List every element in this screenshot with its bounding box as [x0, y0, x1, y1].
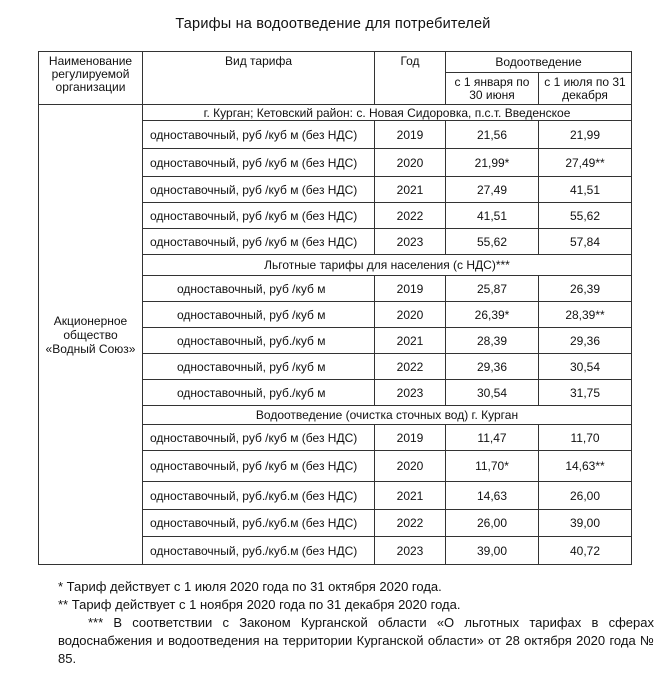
footnote-1: * Тариф действует с 1 июля 2020 года по 31 октября 2020 года.	[58, 579, 442, 594]
row-vid: одноставочный, руб./куб м	[143, 380, 375, 406]
row-year: 2023	[375, 380, 446, 406]
row-year: 2020	[375, 451, 446, 482]
row-year: 2023	[375, 229, 446, 255]
organization-cell	[39, 105, 143, 565]
row-year: 2022	[375, 354, 446, 380]
row-value-1: 55,62	[446, 229, 539, 255]
row-value-2: 30,54	[539, 354, 632, 380]
row-value-1: 29,36	[446, 354, 539, 380]
row-value-1: 14,63	[446, 482, 539, 510]
row-vid: одноставочный, руб /куб м (без НДС)	[143, 149, 375, 177]
row-vid: одноставочный, руб /куб м (без НДС)	[143, 425, 375, 451]
row-year: 2020	[375, 149, 446, 177]
row-value-2: 21,99	[539, 121, 632, 149]
row-year: 2021	[375, 328, 446, 354]
row-year: 2019	[375, 121, 446, 149]
footnotes	[58, 578, 654, 668]
row-value-1: 26,39*	[446, 302, 539, 328]
row-value-1: 39,00	[446, 537, 539, 565]
row-vid: одноставочный, руб /куб м (без НДС)	[143, 451, 375, 482]
row-year: 2021	[375, 482, 446, 510]
row-vid: одноставочный, руб /куб м	[143, 354, 375, 380]
row-value-1: 28,39	[446, 328, 539, 354]
row-vid: одноставочный, руб /куб м (без НДС)	[143, 229, 375, 255]
row-year: 2019	[375, 425, 446, 451]
row-vid: одноставочный, руб./куб м	[143, 328, 375, 354]
row-vid: одноставочный, руб /куб м	[143, 276, 375, 302]
row-value-2: 40,72	[539, 537, 632, 565]
header-org: Наименование регулируемой организации	[39, 52, 143, 105]
footnote-2: ** Тариф действует с 1 ноября 2020 года по 31 декабря 2020 года.	[58, 597, 461, 612]
header-period1: с 1 января по 30 июня	[446, 73, 539, 105]
row-vid: одноставочный, руб /куб м (без НДС)	[143, 121, 375, 149]
row-value-1: 11,70*	[446, 451, 539, 482]
row-value-2: 41,51	[539, 177, 632, 203]
row-value-1: 30,54	[446, 380, 539, 406]
row-value-1: 41,51	[446, 203, 539, 229]
footnote-3: *** В соответствии с Законом Курганской области «О льготных тарифах в сферах водоснабжения и водоотведения на территории Курганской области» от 28 октября 2020 года № 85.	[58, 615, 654, 666]
header-row	[39, 52, 632, 73]
row-value-1: 21,56	[446, 121, 539, 149]
row-value-2: 31,75	[539, 380, 632, 406]
section-title: г. Курган; Кетовский район: с. Новая Сидоровка, п.с.т. Введенское	[143, 105, 632, 121]
section-title-row	[39, 105, 632, 121]
header-year: Год	[375, 52, 446, 105]
row-value-1: 11,47	[446, 425, 539, 451]
row-value-2: 39,00	[539, 510, 632, 537]
row-year: 2020	[375, 302, 446, 328]
section-title: Водоотведение (очистка сточных вод) г. Курган	[143, 406, 632, 425]
row-year: 2023	[375, 537, 446, 565]
organization-name: Акционерное общество «Водный Союз»	[45, 313, 136, 356]
header-period2: с 1 июля по 31 декабря	[539, 73, 632, 105]
row-value-1: 27,49	[446, 177, 539, 203]
row-value-1: 26,00	[446, 510, 539, 537]
row-vid: одноставочный, руб /куб м (без НДС)	[143, 177, 375, 203]
row-value-2: 26,00	[539, 482, 632, 510]
row-value-2: 26,39	[539, 276, 632, 302]
row-value-2: 55,62	[539, 203, 632, 229]
row-value-1: 25,87	[446, 276, 539, 302]
section-title: Льготные тарифы для населения (с НДС)***	[143, 255, 632, 276]
row-value-2: 14,63**	[539, 451, 632, 482]
row-year: 2022	[375, 203, 446, 229]
row-value-2: 27,49**	[539, 149, 632, 177]
row-value-2: 57,84	[539, 229, 632, 255]
row-vid: одноставочный, руб./куб.м (без НДС)	[143, 510, 375, 537]
row-value-2: 28,39**	[539, 302, 632, 328]
tariff-table	[38, 51, 632, 565]
page-title: Тарифы на водоотведение для потребителей	[175, 16, 491, 32]
header-vid: Вид тарифа	[143, 52, 375, 105]
row-value-2: 11,70	[539, 425, 632, 451]
row-vid: одноставочный, руб /куб м (без НДС)	[143, 203, 375, 229]
row-year: 2022	[375, 510, 446, 537]
row-vid: одноставочный, руб /куб м	[143, 302, 375, 328]
row-value-1: 21,99*	[446, 149, 539, 177]
row-year: 2021	[375, 177, 446, 203]
row-year: 2019	[375, 276, 446, 302]
header-service: Водоотведение	[446, 52, 632, 73]
row-vid: одноставочный, руб./куб.м (без НДС)	[143, 482, 375, 510]
row-vid: одноставочный, руб./куб.м (без НДС)	[143, 537, 375, 565]
row-value-2: 29,36	[539, 328, 632, 354]
